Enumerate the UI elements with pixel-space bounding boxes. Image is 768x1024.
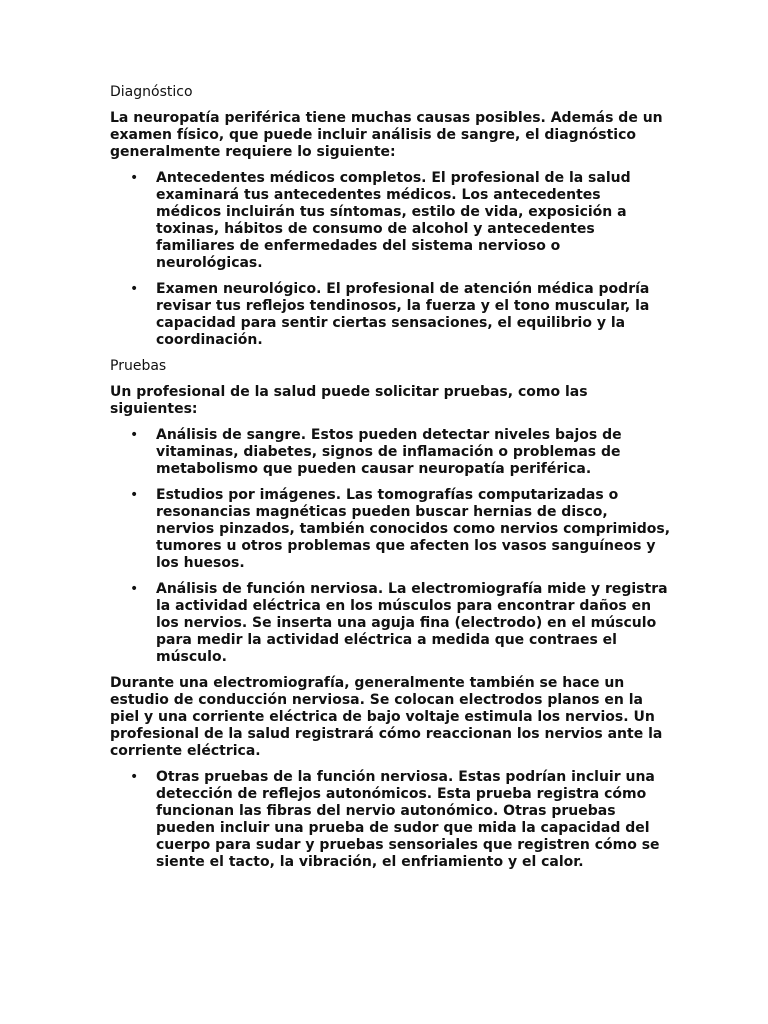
list-item <box>110 427 670 478</box>
tests-list <box>110 427 670 666</box>
list-item-text: Antecedentes médicos completos. El profesional de la salud examinará tus antecedentes médicos. Los antecedentes médicos incluirán tus síntomas, estilo de vida, exposición a toxinas, hábitos de consumo de alcohol y antecedentes familiares de enfermedades del sistema nervioso o neurológicas. <box>156 170 631 271</box>
tests-intro-paragraph: Un profesional de la salud puede solicitar pruebas, como las siguientes: <box>110 384 588 417</box>
list-item <box>110 769 670 871</box>
bullet-icon: • <box>130 281 139 297</box>
list-item <box>110 487 670 572</box>
diagnosis-list <box>110 170 670 349</box>
document-page <box>110 84 670 880</box>
list-item-text: Análisis de sangre. Estos pueden detectar niveles bajos de vitaminas, diabetes, signos de inflamación o problemas de metabolismo que pueden causar neuropatía periférica. <box>156 427 622 477</box>
other-tests-list <box>110 769 670 871</box>
bullet-icon: • <box>130 581 139 597</box>
list-item-text: Examen neurológico. El profesional de atención médica podría revisar tus reflejos tendinosos, la fuerza y el tono muscular, la capacidad para sentir ciertas sensaciones, el equilibrio y la coordinación. <box>156 281 650 348</box>
list-item-text: Otras pruebas de la función nerviosa. Estas podrían incluir una detección de reflejos autonómicos. Esta prueba registra cómo funcionan las fibras del nervio autonómico. Otras pruebas pueden incluir una prueba de sudor que mida la capacidad del cuerpo para sudar y pruebas sensoriales que registren cómo se siente el tacto, la vibración, el enfriamiento y el calor. <box>156 769 660 870</box>
bullet-icon: • <box>130 170 139 186</box>
section-heading-diagnostico: Diagnóstico <box>110 84 193 100</box>
list-item-text: Estudios por imágenes. Las tomografías computarizadas o resonancias magnéticas pueden buscar hernias de disco, nervios pinzados, también conocidos como nervios comprimidos, tumores u otros problemas que afecten los vasos sanguíneos y los huesos. <box>156 487 671 571</box>
section-heading-pruebas: Pruebas <box>110 358 167 374</box>
intro-paragraph: La neuropatía periférica tiene muchas causas posibles. Además de un examen físico, que puede incluir análisis de sangre, el diagnóstico generalmente requiere lo siguiente: <box>110 110 663 160</box>
list-item <box>110 170 670 272</box>
list-item <box>110 281 670 349</box>
list-item-text: Análisis de función nerviosa. La electromiografía mide y registra la actividad eléctrica en los músculos para encontrar daños en los nervios. Se inserta una aguja fina (electrodo) en el músculo para medir la actividad eléctrica a medida que contraes el músculo. <box>156 581 668 665</box>
bullet-icon: • <box>130 427 139 443</box>
list-item <box>110 581 670 666</box>
bullet-icon: • <box>130 487 139 503</box>
bullet-icon: • <box>130 769 139 785</box>
emg-paragraph: Durante una electromiografía, generalmente también se hace un estudio de conducción nerviosa. Se colocan electrodos planos en la piel y una corriente eléctrica de bajo voltaje estimula los nervios. Un profesional de la salud registrará cómo reaccionan los nervios ante la corriente eléctrica. <box>110 675 663 759</box>
